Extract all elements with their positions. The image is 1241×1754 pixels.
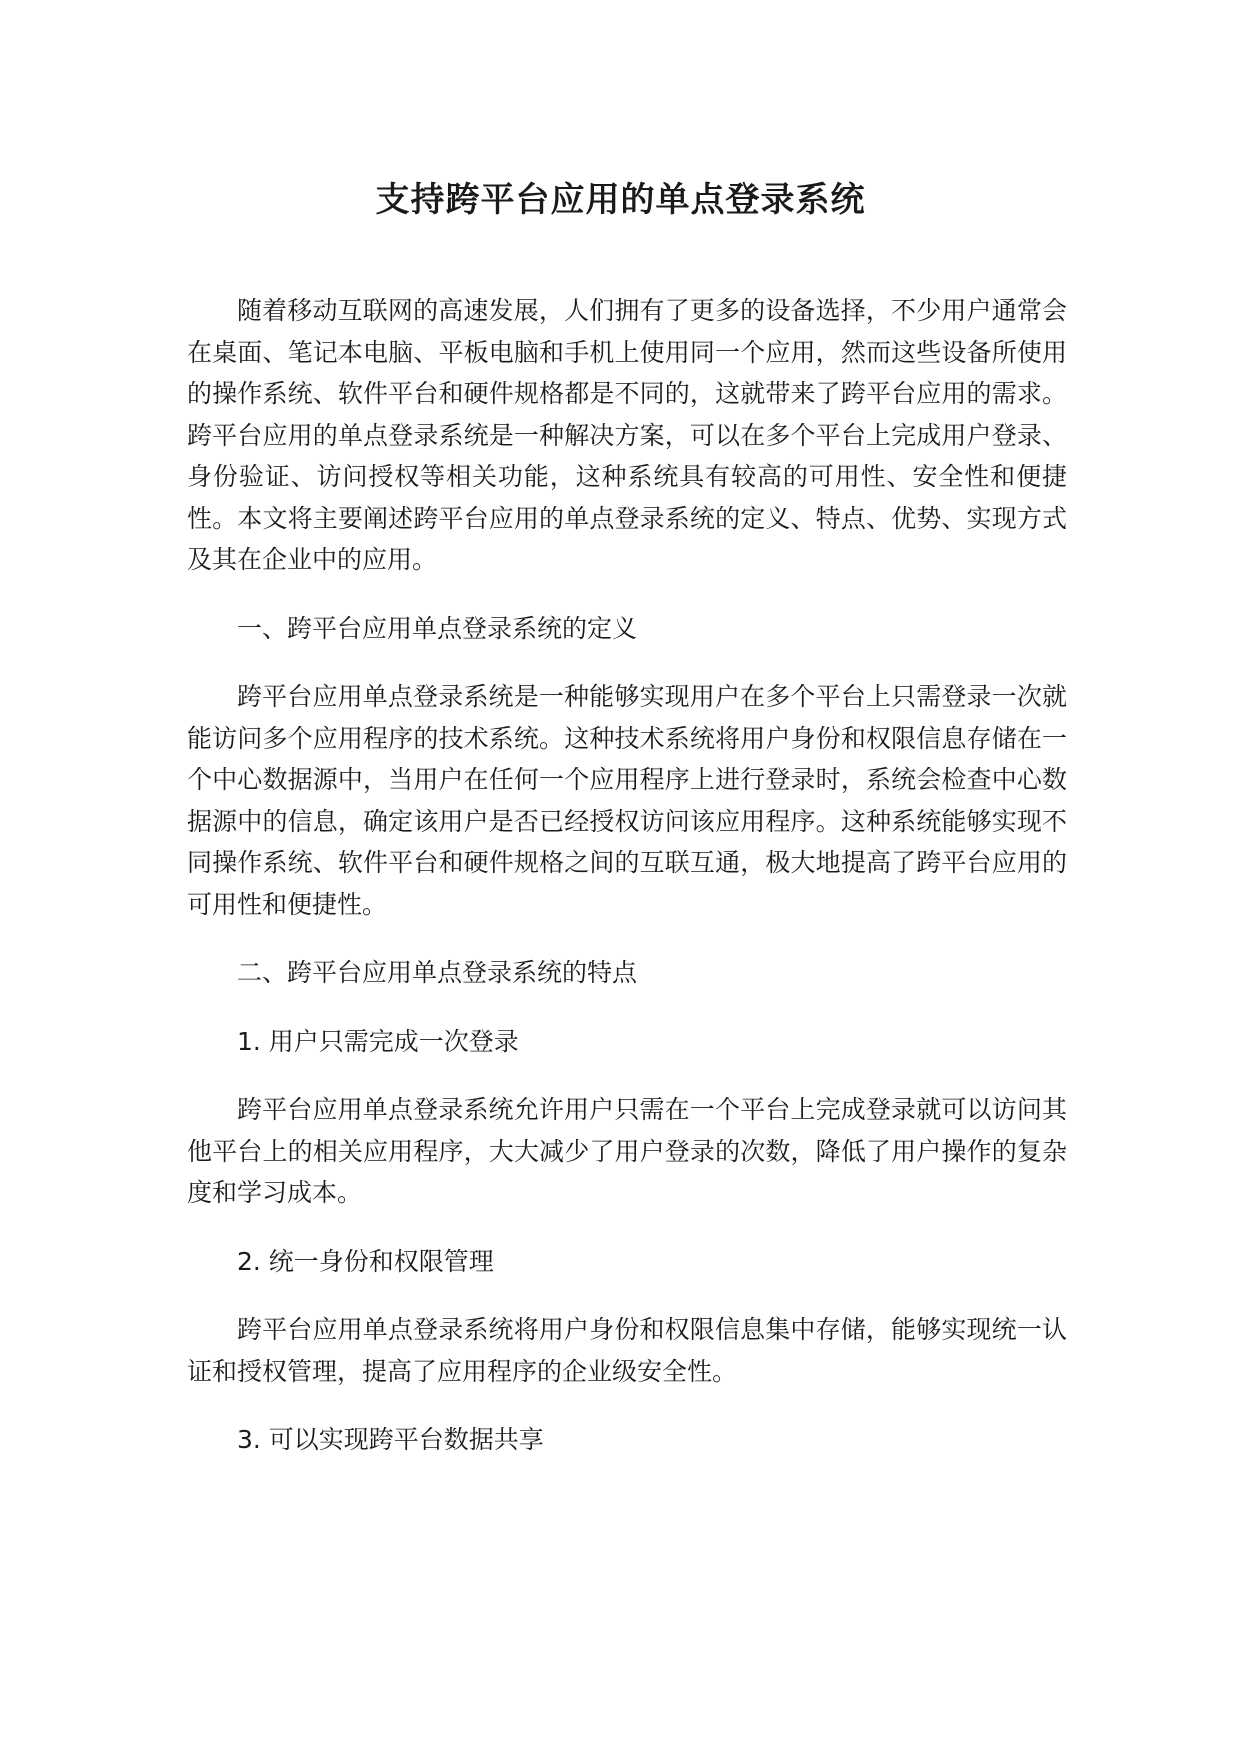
- intro-paragraph: 随着移动互联网的高速发展，人们拥有了更多的设备选择，不少用户通常会在桌面、笔记本电脑、平板电脑和手机上使用同一个应用，然而这些设备所使用的操作系统、软件平台和硬件规格都是不同的，这就带来了跨平台应用的需求。跨平台应用的单点登录系统是一种解决方案，可以在多个平台上完成用户登录、身份验证、访问授权等相关功能，这种系统具有较高的可用性、安全性和便捷性。本文将主要阐述跨平台应用的单点登录系统的定义、特点、优势、实现方式及其在企业中的应用。: [187, 296, 1067, 574]
- item-3-heading: 3. 可以实现跨平台数据共享: [237, 1425, 544, 1454]
- section-1-heading: 一、跨平台应用单点登录系统的定义: [237, 613, 638, 643]
- item-1-paragraph: 跨平台应用单点登录系统允许用户只需在一个平台上完成登录就可以访问其他平台上的相关应用程序，大大减少了用户登录的次数，降低了用户操作的复杂度和学习成本。: [187, 1095, 1067, 1207]
- section-2-heading: 二、跨平台应用单点登录系统的特点: [237, 958, 638, 987]
- item-1-heading: 1. 用户只需完成一次登录: [237, 1026, 519, 1056]
- document-body: [187, 290, 1067, 1488]
- item-2-paragraph: 跨平台应用单点登录系统将用户身份和权限信息集中存储，能够实现统一认证和授权管理，提高了应用程序的企业级安全性。: [187, 1315, 1067, 1386]
- item-2-heading: 2. 统一身份和权限管理: [237, 1246, 494, 1276]
- document-title: 支持跨平台应用的单点登录系统: [375, 180, 866, 220]
- section-1-paragraph: 跨平台应用单点登录系统是一种能够实现用户在多个平台上只需登录一次就能访问多个应用程序的技术系统。这种技术系统将用户身份和权限信息存储在一个中心数据源中，当用户在任何一个应用程序上进行登录时，系统会检查中心数据源中的信息，确定该用户是否已经授权访问该应用程序。这种系统能够实现不同操作系统、软件平台和硬件规格之间的互联互通，极大地提高了跨平台应用的可用性和便捷性。: [187, 682, 1067, 919]
